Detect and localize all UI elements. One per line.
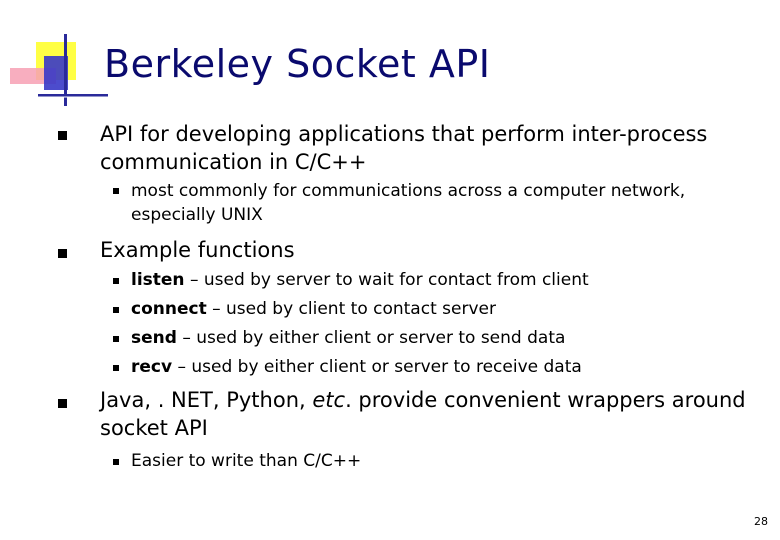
page-number: 28	[754, 515, 768, 528]
bullet-2-text: Example functions	[100, 238, 295, 262]
function-item-send	[131, 327, 565, 349]
sub-bullet-square	[113, 307, 119, 313]
bullet-square	[58, 399, 67, 408]
sub-bullet-square	[113, 336, 119, 342]
bullet-1-sub-1-line-2: especially UNIX	[131, 205, 263, 225]
title-underline	[38, 96, 758, 98]
bullet-3-sub-1: Easier to write than C/C++	[131, 451, 362, 471]
slide-logo-decoration	[0, 0, 120, 110]
bullet-square	[58, 131, 67, 140]
function-item-recv	[131, 356, 582, 378]
bullet-1-sub-1-line-1: most commonly for communications across a computer network,	[131, 181, 686, 201]
bullet-3-line-1	[100, 385, 746, 415]
slide-title: Berkeley Socket API	[104, 42, 491, 86]
function-desc: – used by either client or server to receive data	[172, 357, 582, 377]
bullet-1-line-2: communication in C/C++	[100, 150, 367, 174]
sub-bullet-square	[113, 365, 119, 371]
sub-bullet-square	[113, 188, 119, 194]
bullet-square	[58, 249, 67, 258]
bullet-3-prefix: Java, . NET, Python,	[100, 388, 313, 412]
sub-bullet-square	[113, 459, 119, 465]
function-name: send	[131, 328, 177, 348]
function-desc: – used by either client or server to send data	[176, 328, 566, 348]
bullet-1-line-1: API for developing applications that perform inter-process	[100, 122, 708, 146]
bullet-3-italic: etc	[312, 388, 346, 412]
function-desc: – used by client to contact server	[206, 299, 496, 319]
bullet-3-line-2: socket API	[100, 416, 208, 440]
function-item-connect	[131, 298, 496, 320]
sub-bullet-square	[113, 278, 119, 284]
function-name: connect	[131, 299, 207, 319]
function-name: listen	[131, 270, 185, 290]
function-name: recv	[131, 357, 173, 377]
bullet-3-suffix: . provide convenient wrappers around	[345, 388, 746, 412]
function-item-listen	[131, 269, 589, 291]
function-desc: – used by server to wait for contact from client	[184, 270, 589, 290]
